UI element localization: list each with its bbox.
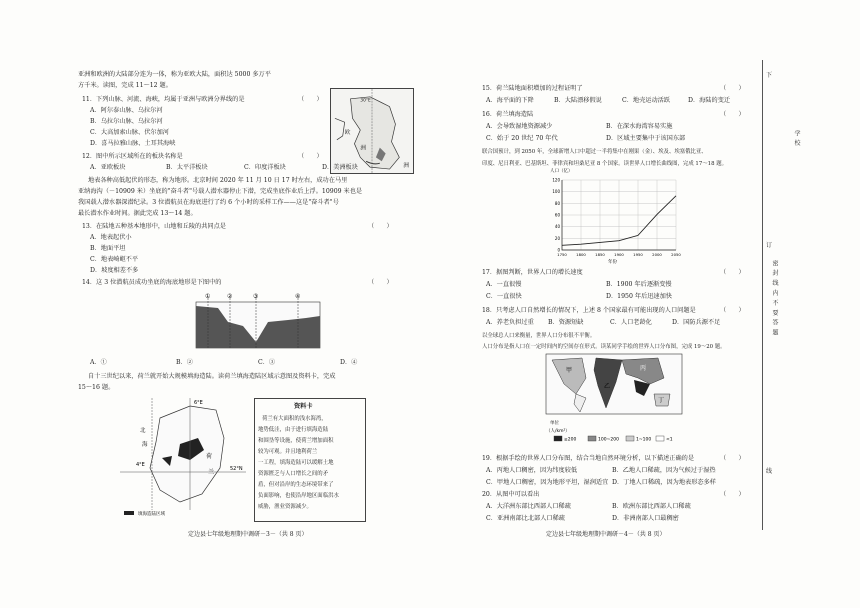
population-growth-chart — [544, 169, 684, 265]
intro-text: 亚洲和欧洲的大陆部分连为一体，称为亚欧大陆，面积达 5000 多万平 — [78, 71, 271, 78]
world-population-sketch-map — [546, 354, 682, 448]
q18-option-b[interactable]: B．资源短缺 — [548, 319, 584, 326]
legend-item-4: <1 — [666, 437, 673, 443]
y-ticks — [552, 178, 560, 253]
q20-paren: （ ） — [720, 491, 745, 498]
q12-option-d[interactable]: D．美洲板块 — [322, 164, 358, 171]
intro-text: 亚纳海沟（－10909 米）坐底的"奋斗者"号载人潜水器停止下潜，完成坐底作业后上浮。10909 米也是 — [78, 188, 363, 195]
q12-option-b[interactable]: B．太平洋板块 — [166, 164, 208, 171]
y-tick-label: 80 — [554, 200, 560, 206]
q18-option-a[interactable]: A．养老负担过重 — [486, 319, 534, 326]
eurasia-map — [330, 88, 414, 174]
intro-text: 自十三世纪以来，荷兰就开始大规模填海造陆。读荷兰填海造陆区域示意图及资料卡，完成 — [88, 373, 336, 380]
x-tick-label: 1750 — [557, 252, 567, 257]
q19-option-c[interactable]: C．甲地人口稠密，因为地形平坦，湿润适宜 — [486, 479, 609, 486]
q15-option-a[interactable]: A．海平面的下降 — [486, 97, 534, 104]
info-card-line: 较为可观。并且地利荷兰 — [258, 449, 318, 455]
q13-option-d[interactable]: D．坡度相差不多 — [90, 267, 139, 274]
q20-stem: 20．从图中可以看出 — [482, 491, 540, 498]
intro-text: 人口分布是指人口在一定时间内的空间存在形式。读某同学手绘的世界人口分布图，完成 19～20 题。 — [482, 344, 726, 350]
intro-text: 以全球总人口来衡量，世界人口分布很不平衡。 — [482, 333, 596, 339]
q15-stem: 15．荷兰陆地面积增加的过程证明了 — [482, 85, 583, 92]
q14-option-d[interactable]: D．④ — [340, 359, 358, 366]
x-axis-title: 年份 — [608, 260, 617, 265]
q15-option-b[interactable]: B．大陆漂移假说 — [554, 97, 602, 104]
q19-paren: （ ） — [720, 455, 745, 462]
right-page-footer: 定边县七年级地理期中调研－4－（共 8 页） — [546, 531, 666, 538]
y-tick-label: 40 — [554, 224, 560, 230]
map2-north: 北 — [140, 428, 146, 434]
info-card-line: 资源匮乏与人口增长之间的矛 — [258, 471, 329, 477]
q18-stem: 18．只考虑人口自然增长的情况下，上述 8 个国家最有可能出现的人口问题是 — [482, 307, 696, 314]
map3-label-yi: 乙 — [604, 383, 611, 390]
marker-3: ③ — [253, 293, 259, 300]
info-card-line: 盾，但对沿岸的生态环境带来了 — [258, 482, 334, 488]
y-tick-label: 60 — [554, 212, 560, 218]
q11-paren: （ ） — [298, 96, 323, 103]
q14-paren: （ ） — [368, 279, 393, 286]
q16-option-a[interactable]: A．会导致湿地资源减少 — [486, 123, 553, 130]
legend-item-2: 100~200 — [598, 437, 619, 443]
q18-paren: （ ） — [720, 307, 745, 314]
info-card-line: 荷兰有大面积的浅水海湾， — [262, 416, 327, 422]
map2-country: 荷 — [206, 453, 213, 460]
q16-option-d[interactable]: D．区域主要集中于该国东部 — [606, 135, 686, 142]
q12-option-a[interactable]: A．亚欧板块 — [90, 164, 126, 171]
legend-item-1: ≥200 — [564, 437, 577, 443]
q18-option-c[interactable]: C．人口老龄化 — [610, 319, 652, 326]
info-card-line: 地势低洼，由于进行填海造陆 — [258, 427, 329, 433]
q16-option-c[interactable]: C．始于 20 世纪 70 年代 — [486, 135, 558, 142]
x-tick-label: 1850 — [595, 252, 605, 257]
q18-option-d[interactable]: D．国防兵源不足 — [672, 319, 721, 326]
q20-option-c[interactable]: C．亚洲南部比北部人口稀疏 — [486, 515, 565, 522]
marker-1: ① — [205, 293, 211, 300]
x-tick-label: 2050 — [671, 252, 681, 257]
y-tick-label: 0 — [557, 247, 560, 253]
x-tick-label: 1800 — [576, 252, 586, 257]
q20-option-d[interactable]: D．非洲南部人口最稠密 — [612, 515, 679, 522]
q19-stem: 19．根据手绘的世界人口分布图，结合当地自然环境分析，以下描述正确的是 — [482, 455, 695, 462]
marker-4: ④ — [295, 293, 301, 300]
q17-option-d[interactable]: D．1950 年后迅速加快 — [606, 293, 672, 300]
y-tick-label: 100 — [552, 189, 560, 195]
intro-text: 我国载人潜水器深潜纪录。3 位潜航员在海底进行了约 6 个小时的采样工作——这是"奋斗者"号 — [78, 199, 339, 206]
y-tick-label: 20 — [554, 235, 560, 241]
left-page — [78, 70, 418, 540]
q20-option-a[interactable]: A．大洋洲东部比西部人口稀疏 — [486, 503, 571, 510]
chart-grid — [562, 180, 676, 250]
q17-option-b[interactable]: B．1900 年后逐渐变慢 — [606, 281, 672, 288]
q12-stem: 12．图中所示区域所在的板块名称是 — [82, 153, 183, 160]
q11-stem: 11．下列山脉、河流、海峡，均属于亚洲与欧洲分界线的是 — [82, 96, 245, 103]
info-card-title: 资料卡 — [294, 403, 313, 410]
q16-option-b[interactable]: B．在深水海湾容易实施 — [606, 123, 673, 130]
q13-stem: 13．在陆地五种基本地形中，山地和丘陵的共同点是 — [82, 223, 226, 230]
margin-label-top: 下 — [766, 72, 773, 79]
map3-label-bing: 丙 — [640, 365, 647, 372]
q15-option-c[interactable]: C．地壳运动活跃 — [622, 97, 671, 104]
y-axis-title: 人口（亿） — [550, 169, 573, 174]
map3-label-jia: 甲 — [566, 367, 573, 374]
q13-option-a[interactable]: A．地表起伏小 — [90, 234, 132, 241]
intro-text: 最长潜水作业时间。据此完成 13～14 题。 — [78, 210, 197, 217]
q11-option-c[interactable]: C．大高加索山脉、伏尔加河 — [90, 129, 169, 136]
map2-lon1: 6°E — [194, 400, 203, 406]
binding-line — [762, 60, 763, 530]
y-tick-label: 120 — [552, 177, 560, 183]
info-card-line: 负面影响，也使沿岸地区面临洪水 — [258, 493, 339, 499]
margin-label-mid: 订 — [766, 242, 773, 249]
q13-option-c[interactable]: C．地表崎岖不平 — [90, 256, 139, 263]
q20-option-b[interactable]: B．欧洲东部比西部人口稀疏 — [612, 503, 691, 510]
x-tick-label: 1950 — [633, 252, 643, 257]
map2-sea: 海 — [142, 442, 148, 448]
q17-option-a[interactable]: A．一直很慢 — [486, 281, 522, 288]
left-page-footer: 定边县七年级地理期中调研－3－（共 8 页） — [188, 531, 308, 538]
info-card-line: 和围垦等设施，使荷兰增加面积 — [258, 438, 334, 444]
q17-stem: 17．据图判断，世界人口的增长速度 — [482, 269, 583, 276]
q14-stem: 14．这 3 位潜航员成功坐底的海底地形是下图中的 — [82, 279, 222, 286]
q16-stem: 16．荷兰填海造陆 — [482, 111, 534, 118]
intro-text: 15～16 题。 — [78, 384, 115, 391]
x-tick-label: 2000 — [652, 252, 662, 257]
q12-option-c[interactable]: C．印度洋板块 — [244, 164, 286, 171]
legend-item-3: 1~100 — [636, 437, 652, 443]
x-tick-label: 1900 — [614, 252, 624, 257]
q15-paren: （ ） — [720, 85, 745, 92]
info-card-line: 威胁，渔业资源减少。 — [258, 504, 312, 510]
q13-option-b[interactable]: B．地面平坦 — [90, 245, 126, 252]
q14-option-c[interactable]: C．③ — [258, 359, 276, 366]
q11-option-a[interactable]: A．阿尔泰山脉、乌拉尔河 — [90, 107, 163, 114]
seafloor-profile-diagram — [188, 292, 328, 352]
map-label-lon: 30°E — [360, 98, 371, 104]
intro-text: 印度、尼日利亚、巴基斯坦、菲律宾和坦桑尼亚 8 个国家。读世界人口增长曲线图，完成 17～18 题。 — [482, 161, 728, 167]
map2-lon2: 4°E — [136, 462, 145, 468]
netherlands-map — [120, 398, 246, 518]
margin-label-bottom: 线 — [766, 468, 773, 475]
right-page — [456, 70, 756, 540]
q16-paren: （ ） — [720, 111, 745, 118]
map-label-europe2: 洲 — [360, 145, 367, 152]
intro-text: 地表各种高低起伏的形态，称为地形。北京时间 2020 年 11 月 10 日 17 时左右，成功在马里 — [88, 177, 348, 184]
legend-unit: （人/km²） — [546, 429, 570, 434]
margin-school-label: 学 校 — [793, 130, 800, 147]
intro-text: 联合国预计，到 2050 年，全球新增人口中超过一半将集中在刚果（金）、埃及、埃塞俄比亚、 — [482, 149, 707, 155]
q13-paren: （ ） — [368, 223, 393, 230]
q11-option-d[interactable]: D．喜马拉雅山脉、土耳其海峡 — [90, 140, 176, 147]
q11-option-b[interactable]: B．乌拉尔山脉、乌拉尔河 — [90, 118, 163, 125]
intro-text: 方千米。读图，完成 11～12 题。 — [78, 82, 172, 89]
q19-option-a[interactable]: A．丙地人口稠密，因为纬度较低 — [486, 467, 578, 474]
info-card-line: 一工程，填海造陆可以缓解土地 — [258, 460, 334, 466]
map2-lat: 52°N — [230, 466, 243, 472]
map2-legend: 填海造陆区域 — [138, 512, 165, 517]
q14-option-a[interactable]: A．① — [90, 359, 107, 366]
marker-2: ② — [227, 293, 233, 300]
x-ticks — [557, 252, 681, 257]
map2-country2: 兰 — [208, 469, 215, 476]
map-label-europe: 欧 — [344, 129, 351, 136]
q19-option-d[interactable]: D．丁地人口稀疏，因为地表形态多样 — [612, 479, 716, 486]
q17-option-c[interactable]: C．一直很快 — [486, 293, 522, 300]
map3-label-ding: 丁 — [658, 397, 665, 404]
margin-warning-text: 密 封 线 内 不 要 答 题 — [771, 260, 778, 337]
q12-paren: （ ） — [298, 153, 323, 160]
legend-title: 单位 — [550, 421, 559, 426]
map-label-asia: 洲 — [403, 163, 410, 170]
q14-option-b[interactable]: B．② — [176, 359, 193, 366]
q19-option-b[interactable]: B．乙地人口稀疏，因为气候过于湿热 — [612, 467, 716, 474]
q17-paren: （ ） — [720, 269, 745, 276]
q15-option-d[interactable]: D．海陆的变迁 — [688, 97, 731, 104]
